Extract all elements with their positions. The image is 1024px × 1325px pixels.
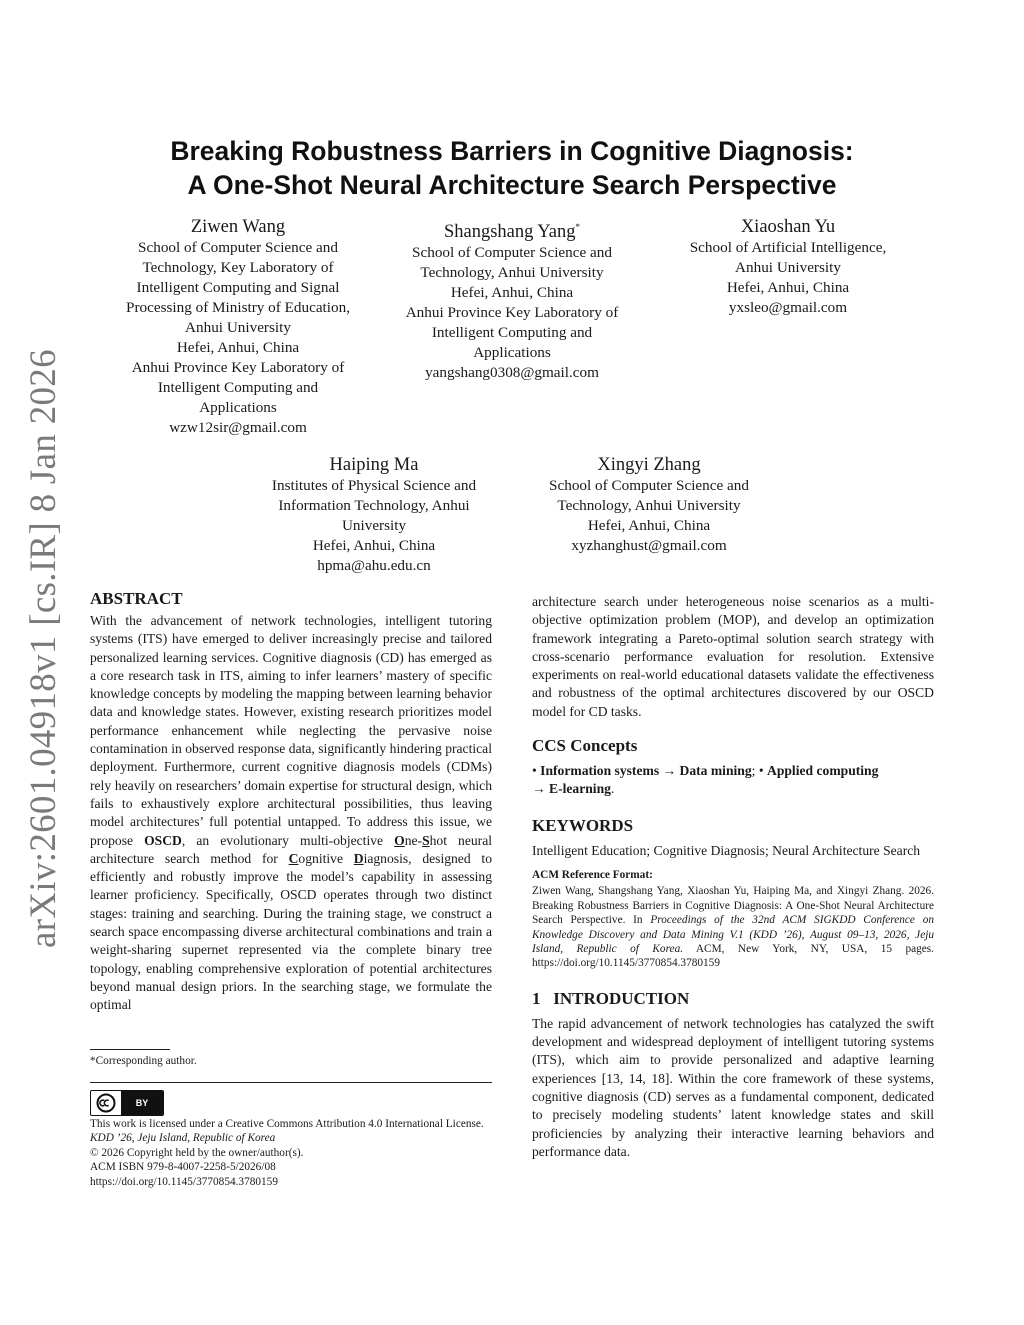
abstract-paragraph bbox=[90, 612, 492, 1015]
affiliation-line: Technology, Anhui University bbox=[557, 497, 741, 514]
right-column bbox=[532, 593, 934, 1161]
license-statement: This work is licensed under a Creative Commons Attribution 4.0 International License. bbox=[90, 1118, 484, 1130]
acronym-letter: D bbox=[353, 850, 364, 866]
keywords-text: Intelligent Education; Cognitive Diagnosis; Neural Architecture Search bbox=[532, 842, 921, 858]
abstract-heading: ABSTRACT bbox=[90, 589, 183, 608]
affiliation-line: School of Computer Science and bbox=[549, 477, 749, 494]
conference-venue: KDD ’26, Jeju Island, Republic of Korea bbox=[90, 1132, 276, 1145]
author-email-link[interactable]: wzw12sir@gmail.com bbox=[169, 419, 307, 436]
affiliation-line: Intelligent Computing and bbox=[431, 324, 593, 342]
ccs-item: Applied computing bbox=[767, 763, 879, 779]
license-block bbox=[90, 1117, 500, 1189]
affiliation-line: Technology, Anhui University bbox=[420, 264, 604, 282]
affiliation-line: School of Artificial Intelligence, bbox=[689, 239, 887, 256]
keywords-heading: KEYWORDS bbox=[532, 815, 634, 835]
ccs-heading: CCS Concepts bbox=[532, 736, 638, 756]
affiliation-line: Technology, Key Laboratory of bbox=[142, 259, 334, 276]
abstract-text: ognitive bbox=[298, 850, 354, 866]
affiliation-line: Hefei, Anhui, China bbox=[450, 284, 574, 302]
reference-format-heading: ACM Reference Format: bbox=[532, 868, 653, 881]
cc-icon bbox=[91, 1091, 121, 1115]
affiliation-line: Applications bbox=[473, 344, 551, 362]
ccs-concepts: • Information systems → Data mining; • Applied computing → E-learning. bbox=[532, 763, 879, 797]
affiliation-line: Information Technology, Anhui bbox=[278, 497, 470, 514]
abstract-text: iagnosis, bbox=[363, 850, 412, 866]
cc-by-icon: BY bbox=[121, 1091, 163, 1115]
affiliation-line: University bbox=[341, 517, 407, 534]
acronym-letter: S bbox=[422, 832, 430, 848]
acronym-letter: O bbox=[394, 832, 405, 848]
author-email-link[interactable]: hpma@ahu.edu.cn bbox=[317, 557, 431, 574]
abstract-continuation: architecture search under heterogeneous noise scenarios as a multi-objective optimization problem (MOP), and develop an optimization framework integrating a Pareto-optimal solution search strategy with cross-scenario performance evaluation for resolution. Extensive experiments on real-world educational datasets validate the effectiveness and robustness of the optimal architectures discovered by our OSCD model for CD tasks. bbox=[532, 594, 934, 719]
affiliation-line: Anhui Province Key Laboratory of bbox=[131, 359, 345, 376]
author-name: Xingyi Zhang bbox=[597, 455, 701, 475]
section-title: INTRODUCTION bbox=[553, 988, 690, 1008]
paper-title bbox=[120, 134, 904, 202]
author-block-xingyi-zhang bbox=[509, 454, 789, 556]
license-rule bbox=[90, 1082, 492, 1083]
paper-title-line-2: A One-Shot Neural Architecture Search Perspective bbox=[187, 170, 837, 200]
affiliation-line: Applications bbox=[199, 399, 277, 416]
left-column bbox=[90, 588, 492, 1015]
affiliation-line: Anhui Province Key Laboratory of bbox=[405, 304, 619, 322]
author-name bbox=[372, 216, 652, 243]
author-name-text: Shangshang Yang bbox=[443, 222, 576, 243]
footnote-rule bbox=[90, 1049, 170, 1050]
affiliation-line: School of Computer Science and bbox=[138, 239, 338, 256]
reference-format-text: Ziwen Wang, Shangshang Yang, Xiaoshan Yu, Haiping Ma, and Xingyi Zhang. 2026. Breaking Robustness Barriers in Cognitive Diagnosis: A One-Shot Neural Architecture Search Perspective. In Proceedings of the 32nd ACM SIGKDD Conference on Knowledge Discovery and Data Mining V.1 (KDD ’26), August 09–13, 2026, Jeju Island, Republic of Korea. ACM, New York, NY, USA, 15 pages. https://doi.org/10.1145/3770854.3780159 bbox=[532, 885, 935, 970]
footnote: *Corresponding author. bbox=[90, 1055, 197, 1067]
ccs-item: E-learning bbox=[549, 781, 611, 797]
author-name: Haiping Ma bbox=[329, 455, 419, 475]
affiliation-line: Hefei, Anhui, China bbox=[312, 537, 436, 554]
corresponding-author-mark: * bbox=[575, 222, 581, 232]
affiliation-line: Anhui University bbox=[735, 259, 841, 276]
abstract-text: , an evolutionary multi-objective bbox=[181, 832, 395, 848]
ccs-item: Data mining bbox=[679, 763, 752, 779]
author-block-shangshang-yang bbox=[372, 216, 652, 383]
introduction-heading bbox=[532, 988, 934, 1010]
affiliation-line: Processing of Ministry of Education, bbox=[126, 299, 350, 316]
introduction-paragraph: The rapid advancement of network technologies has catalyzed the swift development and widespread deployment of intelligent tutoring systems (ITS), which aim to provide personalized and adaptive learning experiences [13, 14, 18]. Within the core framework of these systems, cognitive diagnosis (CD) serves as a fundamental component, dedicated to precisely modeling students’ latent knowledge states and skill proficiencies by analyzing their interactive learning behaviors and performance data. bbox=[532, 1015, 934, 1159]
doi-link[interactable]: https://doi.org/10.1145/3770854.3780159 bbox=[90, 1175, 278, 1188]
acronym-letter: C bbox=[288, 850, 299, 866]
author-block-ziwen-wang bbox=[98, 216, 378, 438]
affiliation-line: Intelligent Computing and bbox=[157, 379, 319, 396]
author-email-link[interactable]: xyzhanghust@gmail.com bbox=[571, 537, 727, 554]
author-block-haiping-ma bbox=[234, 454, 514, 576]
author-name: Ziwen Wang bbox=[190, 217, 286, 237]
section-number: 1 bbox=[532, 988, 541, 1008]
affiliation-line: Hefei, Anhui, China bbox=[176, 339, 300, 356]
paper-title-line-1: Breaking Robustness Barriers in Cognitive Diagnosis: bbox=[170, 136, 854, 166]
arxiv-identifier-stamp: arXiv:2601.04918v1 [cs.IR] 8 Jan 2026 bbox=[23, 349, 64, 948]
abstract-text: With the advancement of network technologies, intelligent tutoring systems (ITS) have emerged to deliver increasingly precise and tailored personalized learning services. Cognitive diagnosis (CD) has emerged as a core research task in ITS, aiming to infer learners’ mastery of specific knowledge concepts by modeling the mapping between learning behavior data and knowledge states. However, existing research prioritizes model performance enhancement while neglecting the pervasive noise contamination in observed response data, significantly hindering practical deployment. Furthermore, current cognitive diagnosis models (CDMs) rely heavily on researchers’ domain expertise for structural design, which fails to exhaustively explore architectural possibilities, thus leaving model architectures’ full potential untapped. To address this issue, we propose bbox=[90, 613, 492, 848]
isbn: ACM ISBN 979-8-4007-2258-5/2026/08 bbox=[90, 1161, 276, 1174]
author-email-link[interactable]: yxsleo@gmail.com bbox=[728, 299, 848, 316]
creative-commons-badge[interactable] bbox=[90, 1090, 164, 1116]
affiliation-line: Institutes of Physical Science and bbox=[271, 477, 477, 494]
affiliation-line: School of Computer Science and bbox=[412, 244, 612, 262]
author-name: Xiaoshan Yu bbox=[740, 217, 836, 237]
ccs-item: Information systems bbox=[540, 763, 660, 779]
affiliation-line: Intelligent Computing and Signal bbox=[136, 279, 340, 296]
affiliation-line: Hefei, Anhui, China bbox=[587, 517, 711, 534]
abstract-text: ne- bbox=[404, 832, 423, 848]
affiliation-line: Hefei, Anhui, China bbox=[726, 279, 850, 296]
author-block-xiaoshan-yu bbox=[648, 216, 928, 318]
reference-venue: Proceedings of the 32nd ACM SIGKDD Conference on Knowledge Discovery and Data Mining V.1 (KDD ’26), August 09–13, 2026, Jeju Island, Republic of Korea. bbox=[532, 914, 934, 955]
copyright-notice: © 2026 Copyright held by the owner/author(s). bbox=[90, 1146, 304, 1159]
model-name: OSCD bbox=[144, 832, 182, 848]
abstract-text: designed to efficiently and robustly improve the model’s capability in assessing learner proficiency. Specifically, OSCD operates through two distinct stages: training and searching. During the training stage, we construct a search space encompassing diverse architectural combinations and train a weight-sharing supernet represented via the complete binary tree topology, enabling comprehensive exploration of potential architectures beyond manual design priors. In the searching stage, we formulate the optimal bbox=[90, 850, 492, 1013]
abstract-text: hot neural architecture search method for bbox=[90, 832, 493, 866]
author-email-link[interactable]: yangshang0308@gmail.com bbox=[425, 364, 599, 382]
affiliation-line: Anhui University bbox=[185, 319, 291, 336]
